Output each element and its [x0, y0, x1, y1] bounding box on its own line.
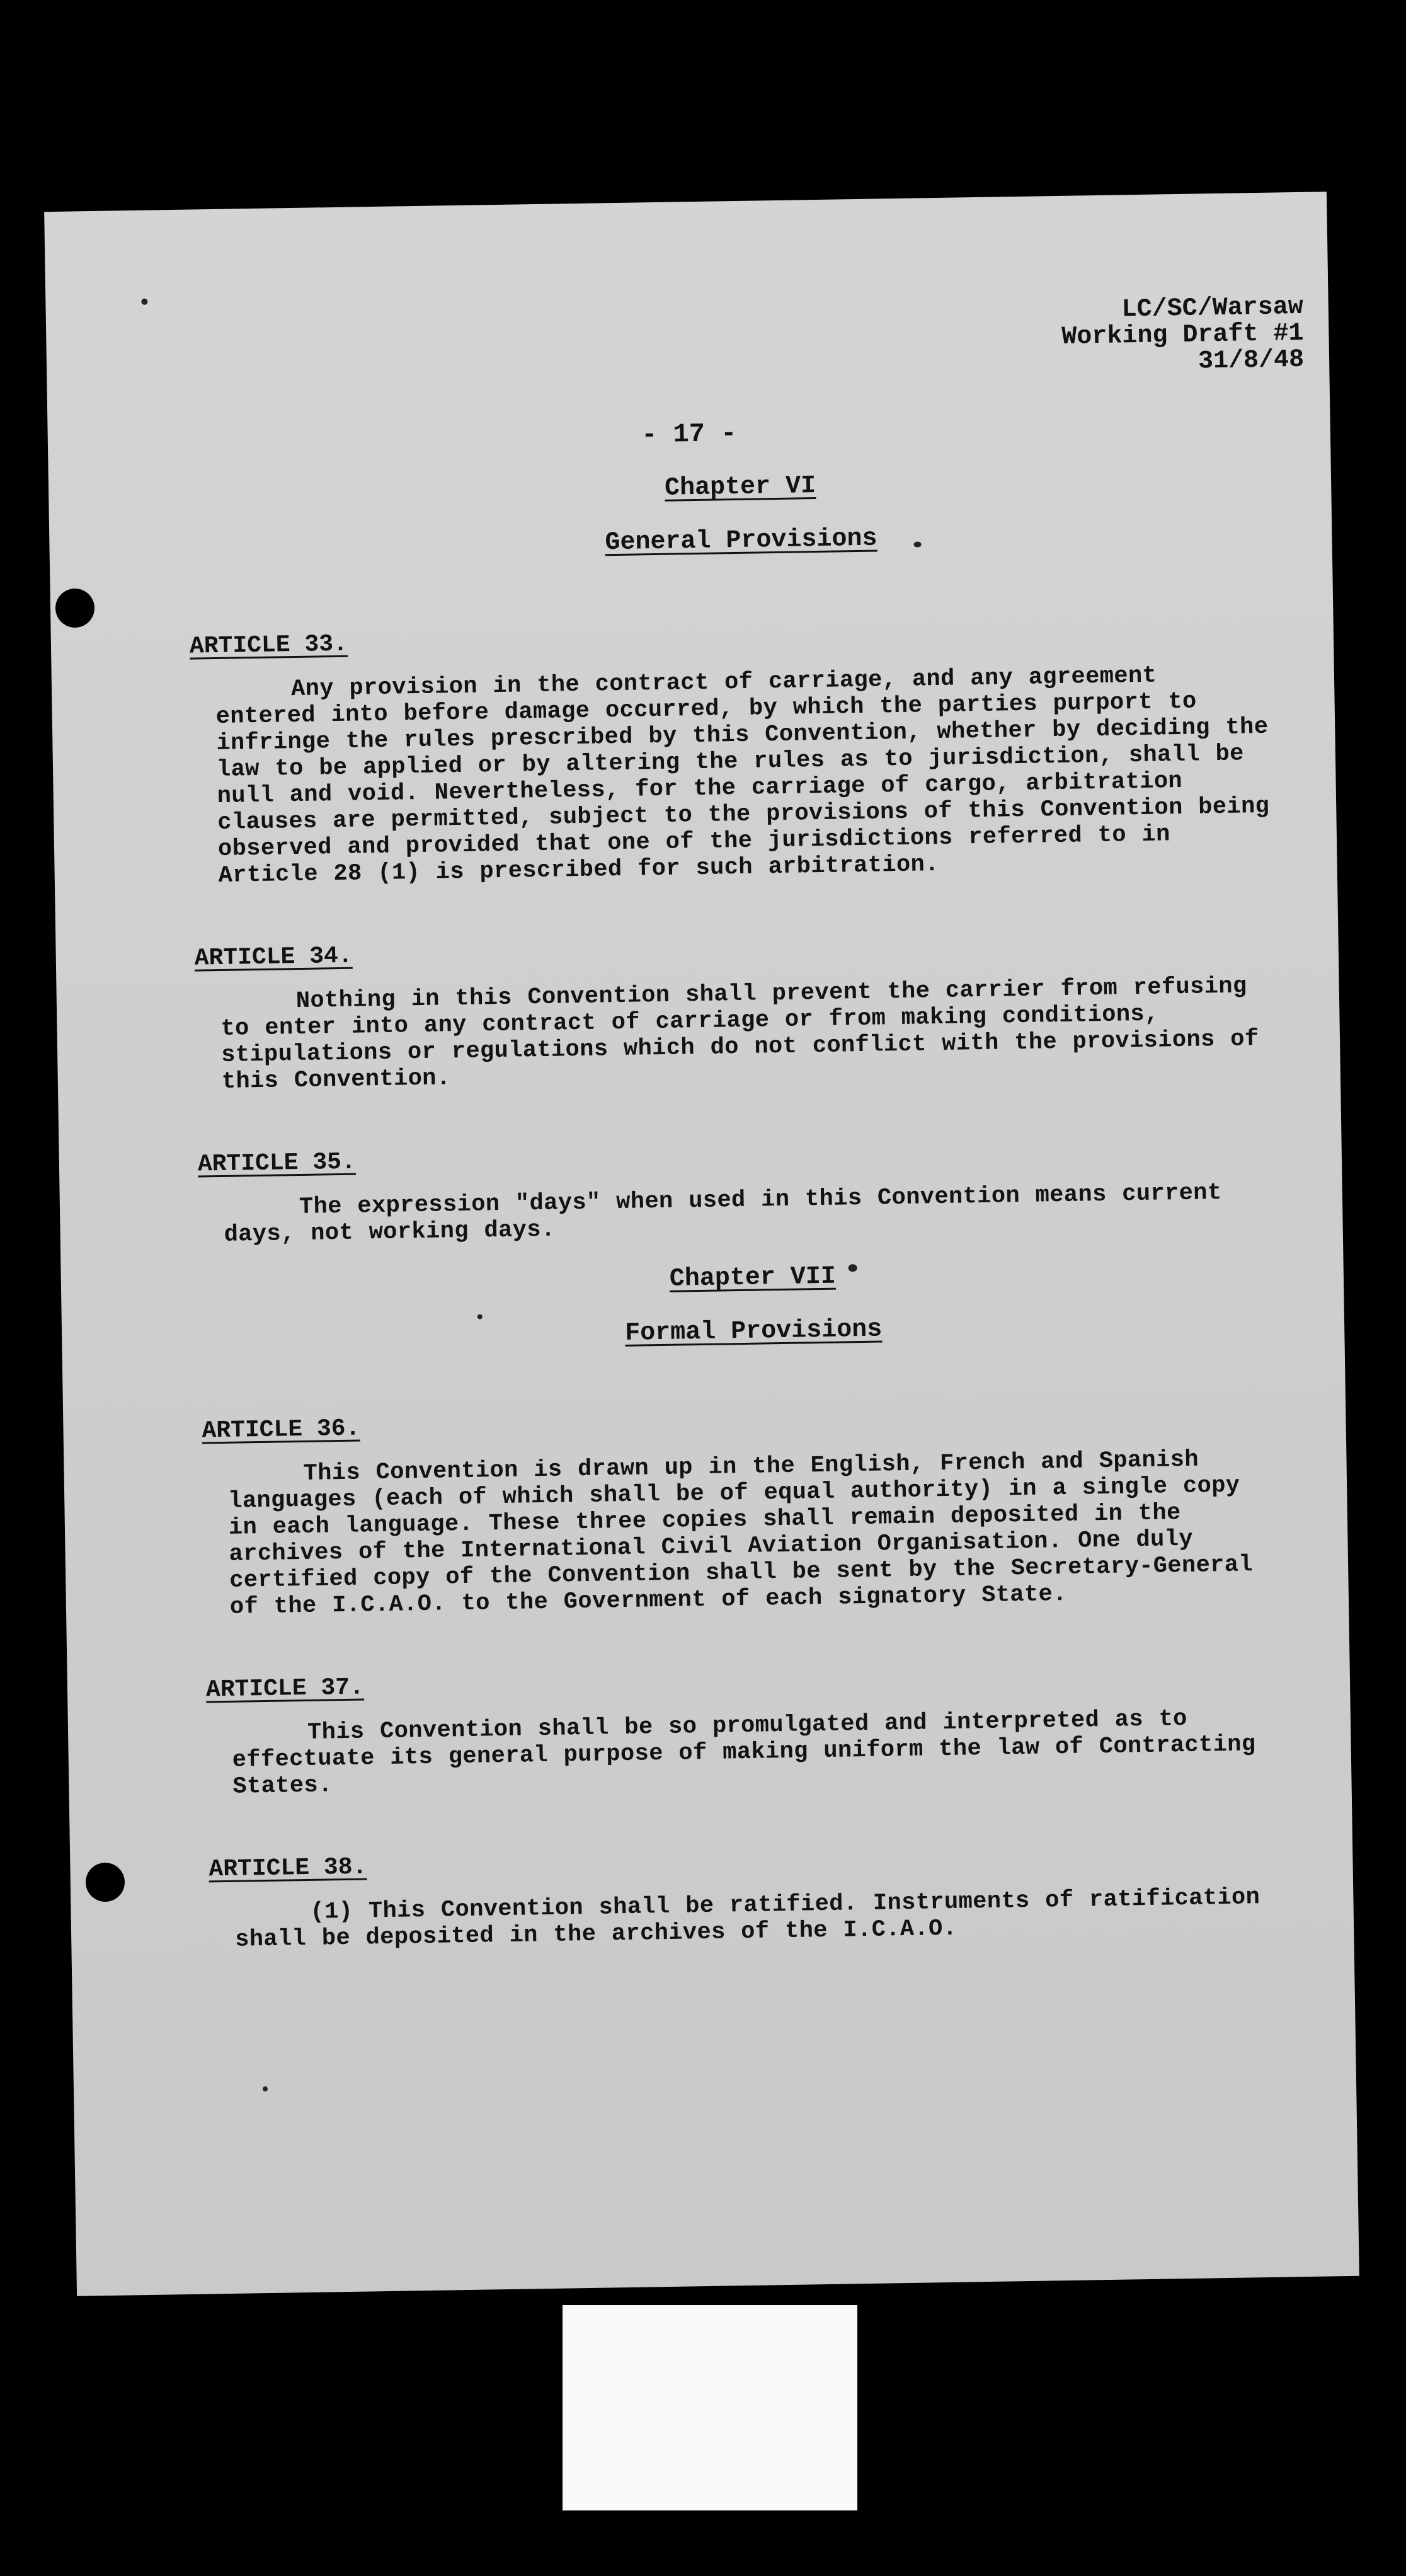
article-text: Nothing in this Convention shall prevent the carrier from refusing to enter into any contract of carriage or from making conditions, stipulations or regulations which do not conflict with the provisions of this Convention. — [220, 973, 1259, 1095]
article-block — [209, 1839, 1291, 1953]
article-text: The expression "days" when used in this Convention means current days, not working days. — [224, 1180, 1222, 1248]
binder-hole — [86, 1863, 125, 1902]
white-slip — [563, 2305, 857, 2510]
article-block — [189, 616, 1274, 889]
article-block — [205, 1659, 1289, 1800]
chapter-title: General Provisions — [605, 524, 877, 558]
article-text: This Convention shall be so promulgated and interpreted as to effectuate its general purpose of making uniform the law of Contracting States. — [232, 1705, 1256, 1800]
chapter-heading: Chapter VII — [669, 1262, 837, 1294]
reference-line: LC/SC/Warsaw — [1121, 292, 1304, 325]
document-page — [44, 192, 1359, 2296]
document-body — [189, 465, 1291, 1953]
article-heading: ARTICLE 38. — [209, 1853, 367, 1883]
paper-speck — [141, 299, 147, 305]
document-reference — [1061, 294, 1304, 377]
article-text: This Convention is drawn up in the English, French and Spanish languages (each of which shall be of equal authority) in a single copy in each language. These three copies shall remain deposited in the archives of the International Civil Aviation Organisation. One duly certified copy of the Convention shall be sent by the Secretary-General of the I.C.A.O. to the Government of each signatory State. — [227, 1446, 1254, 1621]
page-number: - 17 - — [641, 418, 737, 451]
article-heading: ARTICLE 35. — [197, 1148, 357, 1178]
article-heading: ARTICLE 34. — [194, 942, 353, 972]
reference-line: Working Draft #1 — [1061, 319, 1304, 352]
chapter-heading: Chapter VI — [664, 472, 816, 503]
paper-speck — [263, 2086, 268, 2091]
article-heading: ARTICLE 36. — [202, 1415, 360, 1445]
binder-hole — [55, 589, 94, 628]
article-block — [194, 928, 1277, 1095]
article-heading: ARTICLE 37. — [205, 1674, 365, 1704]
paper-speck — [477, 1314, 483, 1319]
article-text: (1) This Convention shall be ratified. Instruments of ratification shall be deposited in the archives of the I.C.A.O. — [234, 1884, 1260, 1953]
article-text: Any provision in the contract of carriage, and any agreement entered into before damage occurred, by which the parties purport to infringe the rules prescribed by this Convention, whether by deciding the law to be applied or by altering the rules as to jurisdiction, shall be null and void. Nevertheless, for the carriage of cargo, arbitration clauses are permitted, subject to the provisions of this Convention being observed and provided that one of the jurisdictions referred to in Article 28 (1) is prescribed for such arbitration. — [215, 662, 1270, 889]
article-heading: ARTICLE 33. — [189, 630, 348, 660]
article-block — [197, 1134, 1280, 1248]
chapter-title: Formal Provisions — [624, 1315, 883, 1348]
article-block — [202, 1401, 1286, 1621]
reference-line: 31/8/48 — [1197, 345, 1305, 376]
